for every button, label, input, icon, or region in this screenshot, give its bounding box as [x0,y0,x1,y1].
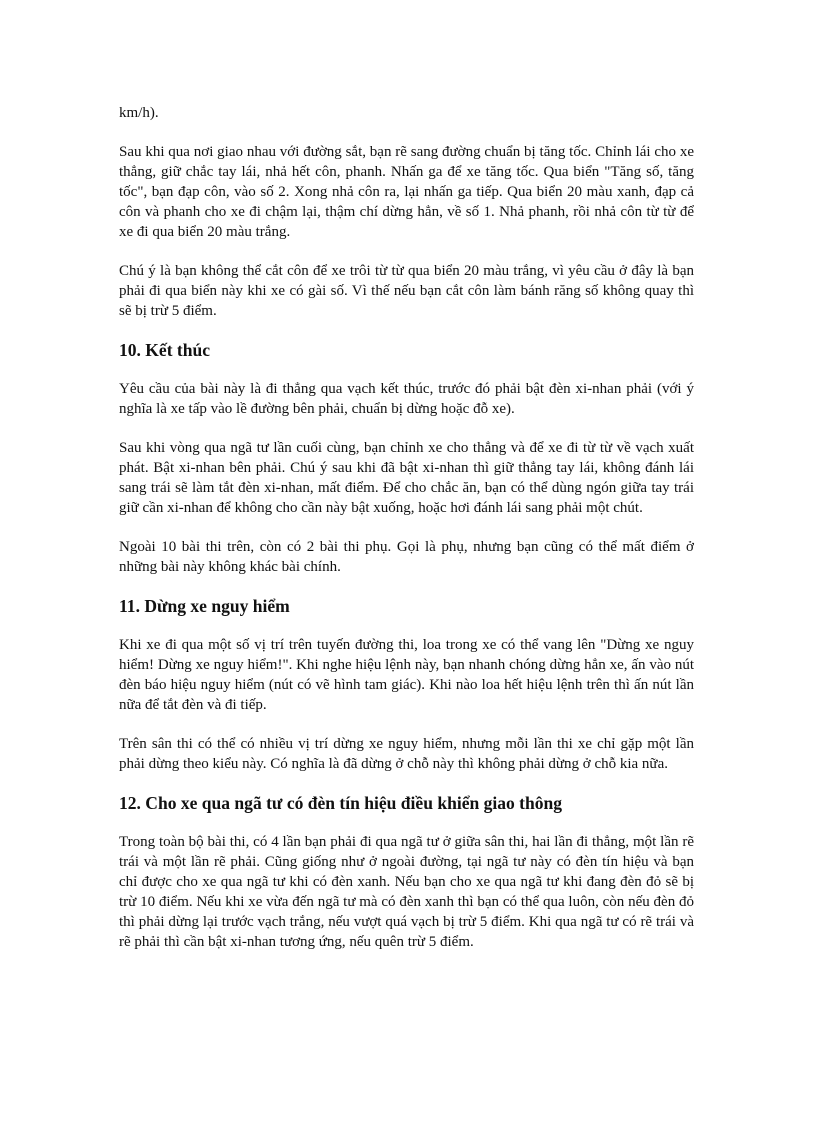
paragraph-speed-unit: km/h). [119,105,159,121]
paragraph-intersection: Trong toàn bộ bài thi, có 4 lần bạn phải đi qua ngã tư ở giữa sân thi, hai lần đi thẳng, một lần rẽ trái và một lần rẽ phải. Cũng giống như ở ngoài đường, tại ngã tư này có đèn tín hiệu và bạn chỉ được cho xe qua ngã tư khi có đèn xanh. Nếu bạn cho xe qua ngã tư khi đang đèn đỏ sẽ bị trừ 10 điểm. Nếu khi xe vừa đến ngã tư mà có đèn xanh thì bạn có thể qua luôn, còn nếu đèn đỏ thì phải dừng lại trước vạch trắng, nếu vượt quá vạch bị trừ 5 điểm. Khi qua ngã tư có rẽ trái và rẽ phải thì cần bật xi-nhan tương ứng, nếu quên trừ 5 điểm. [119,834,694,950]
paragraph-clutch-note: Chú ý là bạn không thể cắt côn để xe trôi từ từ qua biển 20 màu trắng, vì yêu cầu ở đây là bạn phải đi qua biển này khi xe có gài số. Vì thế nếu bạn cắt côn làm bánh răng số không quay thì sẽ bị trừ 5 điểm. [119,263,694,319]
paragraph-extra-tests: Ngoài 10 bài thi trên, còn có 2 bài thi phụ. Gọi là phụ, nhưng bạn cũng có thể mất điểm ở những bài này không khác bài chính. [119,539,694,575]
paragraph-acceleration: Sau khi qua nơi giao nhau với đường sắt, bạn rẽ sang đường chuẩn bị tăng tốc. Chỉnh lái cho xe thẳng, giữ chắc tay lái, nhả hết côn, phanh. Nhấn ga để xe tăng tốc. Qua biển "Tăng số, tăng tốc", bạn đạp côn, vào số 2. Xong nhả côn ra, lại nhấn ga tiếp. Qua biển 20 màu xanh, đạp cả côn và phanh cho xe đi chậm lại, thậm chí dừng hẳn, về số 1. Nhả phanh, rồi nhả côn từ từ để xe đi qua biển 20 màu trắng. [119,144,694,240]
paragraph-finish-requirement: Yêu cầu của bài này là đi thẳng qua vạch kết thúc, trước đó phải bật đèn xi-nhan phải (với ý nghĩa là xe tấp vào lề đường bên phải, chuẩn bị dừng hoặc đỗ xe). [119,381,694,417]
paragraph-emergency-stop: Khi xe đi qua một số vị trí trên tuyến đường thi, loa trong xe có thể vang lên "Dừng xe nguy hiểm! Dừng xe nguy hiểm!". Khi nghe hiệu lệnh này, bạn nhanh chóng dừng hẳn xe, ấn vào nút đèn báo hiệu nguy hiểm (nút có vẽ hình tam giác). Khi nào loa hết hiệu lệnh trên thì ấn nút lần nữa để tắt đèn và đi tiếp. [119,637,694,713]
heading-section-12: 12. Cho xe qua ngã tư có đèn tín hiệu điều khiển giao thông [119,793,563,813]
paragraph-finish-steps: Sau khi vòng qua ngã tư lần cuối cùng, bạn chỉnh xe cho thẳng và để xe đi từ từ về vạch xuất phát. Bật xi-nhan bên phải. Chú ý sau khi đã bật xi-nhan thì giữ thẳng tay lái, không đánh lái sang trái sẽ làm tắt đèn xi-nhan, mất điểm. Để cho chắc ăn, bạn có thể dùng ngón giữa tay trái giữ cần xi-nhan để không cho cần này bật xuống, hoặc hơi đánh lái sang phải một chút. [119,440,694,516]
paragraph-emergency-positions: Trên sân thi có thể có nhiều vị trí dừng xe nguy hiểm, nhưng mỗi lần thi xe chỉ gặp một lần phải dừng theo kiểu này. Có nghĩa là đã dừng ở chỗ này thì không phải dừng ở chỗ kia nữa. [119,736,694,772]
document-page [119,103,694,971]
heading-section-11: 11. Dừng xe nguy hiểm [119,596,290,616]
heading-section-10: 10. Kết thúc [119,340,211,360]
